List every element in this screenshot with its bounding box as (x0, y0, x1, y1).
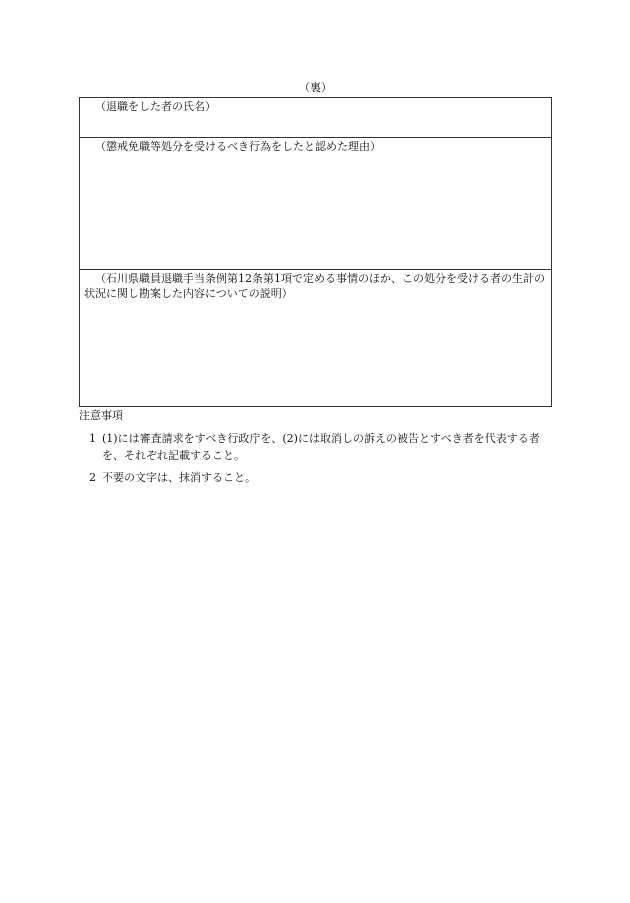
notes-section (79, 409, 554, 491)
page-heading: （裏） (299, 81, 332, 94)
note-number: 1 (89, 431, 96, 445)
note-item (79, 430, 554, 465)
notes-title: 注意事項 (79, 409, 123, 422)
circumstance-explanation-label: （石川県職員退職手当条例第12条第1項で定める事情のほか、この処分を受ける者の生計の状況に関し勘案した内容についての説明） (84, 272, 545, 300)
retiree-name-label: （退職をした者の氏名） (95, 100, 216, 113)
note-item (79, 469, 554, 487)
disciplinary-reason-field[interactable] (80, 138, 551, 270)
circumstance-explanation-field[interactable] (80, 270, 551, 406)
retiree-name-field[interactable] (80, 98, 551, 138)
note-text: 不要の文字は、抹消すること。 (102, 471, 256, 485)
disciplinary-reason-label: （懲戒免職等処分を受けるべき行為をしたと認めた理由） (95, 140, 381, 153)
form-table (79, 97, 552, 407)
note-number: 2 (89, 471, 96, 485)
note-text: (1)には審査請求をすべき行政庁を、(2)には取消しの訴えの被告とすべき者を代表する者を、それぞれ記載すること。 (102, 431, 540, 463)
